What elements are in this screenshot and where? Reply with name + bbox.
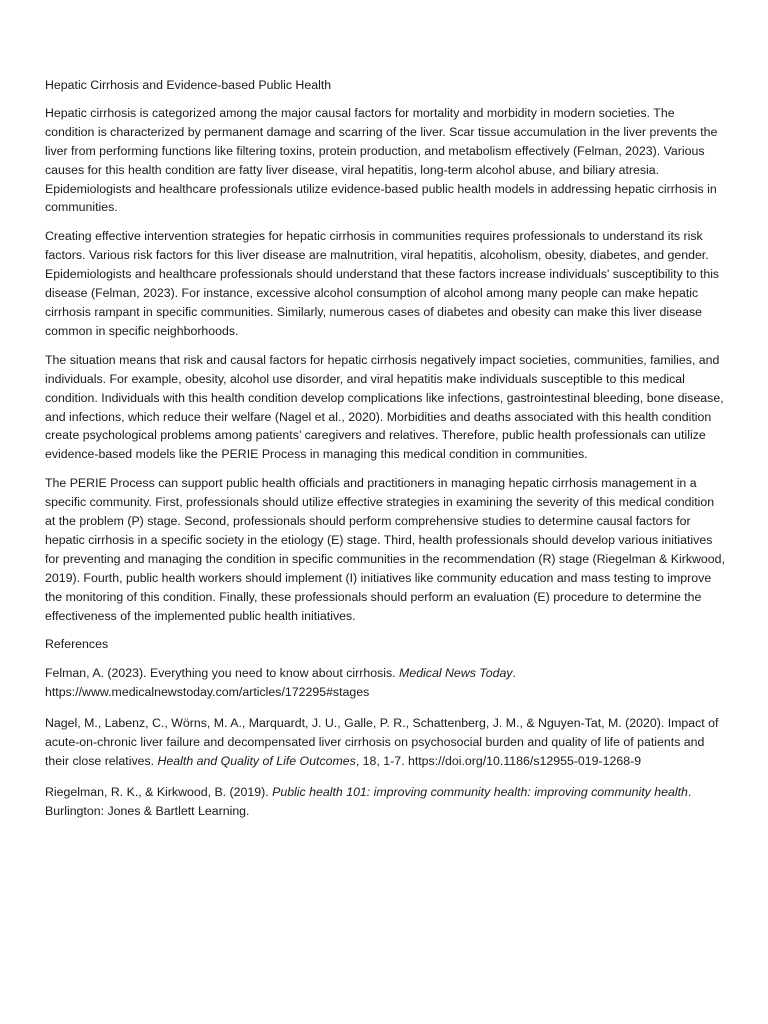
document-page [45, 76, 725, 833]
body-paragraph-2: Creating effective intervention strategies for hepatic cirrhosis in communities requires professionals to understand its risk factors. Various risk factors for this liver disease are malnutrition, viral hepatitis, alcoholism, obesity, diabetes, and gender. Epidemiologists and healthcare professionals should understand that these factors increase individuals' susceptibility to this disease (Felman, 2023). For instance, excessive alcohol consumption of alcohol among many people can make hepatic cirrhosis rampant in specific communities. Similarly, numerous cases of diabetes and obesity can make this liver disease common in specific neighborhoods. [45, 229, 720, 338]
body-paragraph-3: The situation means that risk and causal factors for hepatic cirrhosis negatively impact societies, communities, families, and individuals. For example, obesity, alcohol use disorder, and viral hepatitis make individuals susceptible to this medical condition. Individuals with this health condition develop complications like infections, gastrointestinal bleeding, bone disease, and infections, which reduce their welfare (Nagel et al., 2020). Morbidities and deaths associated with this health condition create psychological problems among patients’ caregivers and relatives. Therefore, public health professionals can utilize evidence-based models like the PERIE Process in managing this medical condition in communities. [45, 352, 724, 462]
body-paragraph-4: The PERIE Process can support public health officials and practitioners in managing hepatic cirrhosis management in a specific community. First, professionals should utilize effective strategies in examining the severity of this medical condition at the problem (P) stage. Second, professionals should perform comprehensive studies to determine causal factors for hepatic cirrhosis in a specific society in the etiology (E) stage. Third, health professionals should develop various initiatives for preventing and managing the condition in specific communities in the recommendation (R) stage (Riegelman & Kirkwood, 2019). Fourth, public health workers should implement (I) initiatives like community education and mass testing to improve the monitoring of this condition. Finally, these professionals should perform an evaluation (E) procedure to determine the effectiveness of the implemented public health initiatives. [45, 476, 725, 623]
reference-text: Nagel, M., Labenz, C., Wörns, M. A., Marquardt, J. U., Galle, P. R., Schattenberg, J. M., & Nguyen-Tat, M. (2020). Impact of acute-on-chronic liver failure and decompensated liver cirrhosis on psychosocial burden and quality of life of patients and their close relatives. [45, 716, 719, 768]
references-heading: References [45, 637, 109, 652]
reference-source: Health and Quality of Life Outcomes [157, 754, 356, 768]
reference-felman [45, 664, 725, 702]
document-title: Hepatic Cirrhosis and Evidence-based Public Health [45, 78, 332, 92]
reference-source: Public health 101: improving community health: improving community health [272, 784, 688, 799]
body-paragraph-1: Hepatic cirrhosis is categorized among the major causal factors for mortality and morbidity in modern societies. The condition is characterized by permanent damage and scarring of the liver. Scar tissue accumulation in the liver prevents the liver from performing functions like filtering toxins, protein production, and metabolism effectively (Felman, 2023). Various causes for this health condition are fatty liver disease, viral hepatitis, long-term alcohol abuse, and biliary atresia. Epidemiologists and healthcare professionals utilize evidence-based public health models in addressing hepatic cirrhosis in communities. [45, 105, 718, 215]
reference-riegelman [45, 783, 725, 821]
reference-text: Felman, A. (2023). Everything you need to know about cirrhosis. [45, 666, 400, 681]
reference-text: , 18, 1-7. https://doi.org/10.1186/s12955-019-1268-9 [355, 754, 642, 768]
reference-text: . https://www.medicalnewstoday.com/articles/172295#stages [45, 666, 516, 700]
reference-text: Riegelman, R. K., & Kirkwood, B. (2019). [45, 784, 273, 799]
reference-text: . Burlington: Jones & Bartlett Learning. [45, 784, 692, 818]
reference-source: Medical News Today [399, 666, 513, 681]
reference-nagel [45, 714, 725, 771]
